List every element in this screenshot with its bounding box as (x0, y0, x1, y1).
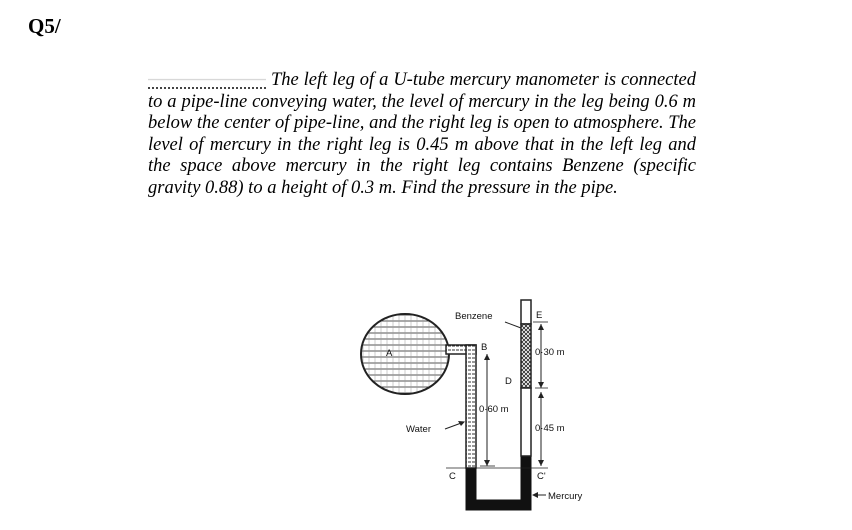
label-A: A (386, 348, 393, 359)
label-C-prime: C' (537, 471, 546, 482)
label-C: C (449, 471, 456, 482)
problem-text: The left leg of a U-tube mercury manometer is connected to a pipe-line conveying water, the level of mercury in the leg being 0.6 m below the center of pipe-line, and the right leg is open to atmosphere. The level of mercury in the right leg is 0.45 m above that in the left leg and the space above mercury in the right leg contains Benzene (specific gravity 0.88) to a height of 0.3 m. Find the pressure in the pipe. (148, 70, 696, 198)
benzene-leader (505, 322, 521, 328)
label-045: 0·45 m (535, 423, 565, 434)
water-arrow (445, 421, 465, 429)
right-leg (521, 300, 531, 456)
label-B: B (481, 342, 488, 353)
mercury-arrow (532, 492, 546, 498)
label-mercury: Mercury (548, 491, 583, 502)
label-water: Water (406, 424, 431, 435)
label-060: 0·60 m (479, 404, 509, 415)
label-E: E (536, 310, 543, 321)
left-leg (466, 345, 476, 468)
pipe-line (361, 314, 449, 394)
label-D: D (505, 376, 512, 387)
label-030: 0·30 m (535, 347, 565, 358)
label-benzene: Benzene (455, 311, 493, 322)
question-label: Q5/ (28, 14, 61, 38)
